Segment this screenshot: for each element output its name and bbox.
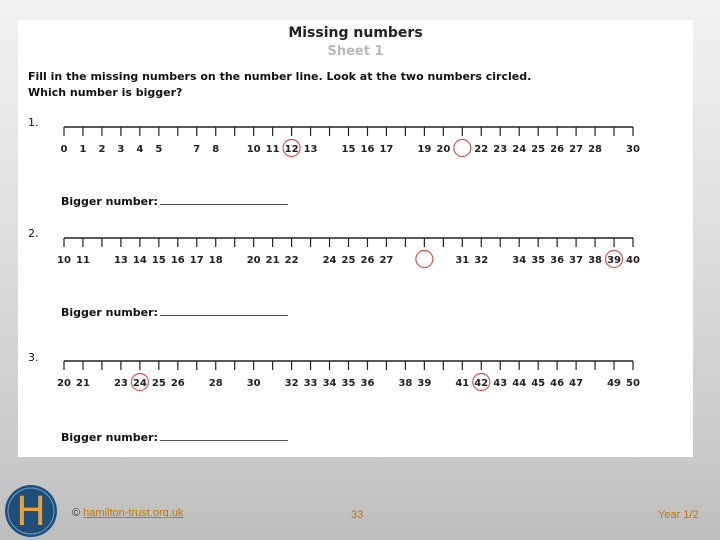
tick-label-17: 17: [189, 255, 204, 266]
tick-label-33: 33: [303, 378, 318, 389]
instruction-line-1: Fill in the missing numbers on the number line. Look at the two numbers circled.: [28, 70, 532, 83]
tick-label-20: 20: [246, 255, 261, 266]
tick-label-27: 27: [569, 144, 584, 155]
tick-label-22: 22: [474, 144, 489, 155]
worksheet-subtitle: Sheet 1: [327, 44, 384, 59]
tick-label-45: 45: [531, 378, 546, 389]
answer-line[interactable]: [160, 194, 288, 205]
circled-missing-number: [416, 251, 433, 268]
bigger-number-answer-1[interactable]: [61, 194, 288, 208]
worksheet: [18, 20, 693, 457]
tick-label-27: 27: [379, 255, 394, 266]
tick-label-16: 16: [170, 255, 185, 266]
tick-label-11: 11: [76, 255, 90, 266]
tick-label-41: 41: [455, 378, 470, 389]
tick-label-30: 30: [626, 144, 640, 155]
tick-label-32: 32: [284, 378, 299, 389]
tick-label-22: 22: [284, 255, 299, 266]
tick-label-42: 42: [474, 378, 489, 389]
tick-label-16: 16: [360, 144, 375, 155]
tick-label-26: 26: [550, 144, 565, 155]
tick-label-17: 17: [379, 144, 394, 155]
tick-label-25: 25: [531, 144, 546, 155]
tick-label-11: 11: [265, 144, 280, 155]
tick-label-31: 31: [455, 255, 470, 266]
bigger-number-answer-3[interactable]: [61, 430, 288, 444]
copyright: [72, 507, 183, 519]
tick-label-23: 23: [113, 378, 128, 389]
hamilton-trust-link[interactable]: hamilton-trust.org.uk: [83, 507, 184, 519]
tick-label-19: 19: [417, 144, 432, 155]
tick-label-13: 13: [303, 144, 318, 155]
hamilton-logo-icon: [4, 484, 58, 538]
tick-label-26: 26: [360, 255, 375, 266]
tick-label-4: 4: [136, 144, 144, 155]
tick-label-49: 49: [607, 378, 621, 389]
tick-label-24: 24: [512, 144, 527, 155]
bigger-number-answer-2[interactable]: [61, 305, 288, 319]
tick-label-10: 10: [57, 255, 71, 266]
bigger-number-label: Bigger number:: [61, 431, 158, 444]
tick-label-36: 36: [360, 378, 375, 389]
number-lines: [18, 20, 693, 457]
tick-label-40: 40: [626, 255, 640, 266]
tick-label-23: 23: [493, 144, 508, 155]
tick-label-7: 7: [193, 144, 201, 155]
tick-label-36: 36: [550, 255, 565, 266]
tick-label-35: 35: [531, 255, 546, 266]
tick-label-24: 24: [322, 255, 337, 266]
tick-label-10: 10: [246, 144, 261, 155]
answer-line[interactable]: [160, 430, 288, 441]
tick-label-3: 3: [117, 144, 125, 155]
year-label: Year 1/2: [658, 509, 699, 521]
tick-label-39: 39: [607, 255, 621, 266]
tick-label-20: 20: [57, 378, 71, 389]
tick-label-18: 18: [208, 255, 223, 266]
tick-label-15: 15: [341, 144, 356, 155]
tick-label-14: 14: [132, 255, 147, 266]
tick-label-2: 2: [98, 144, 106, 155]
tick-label-5: 5: [155, 144, 163, 155]
tick-label-44: 44: [512, 378, 527, 389]
tick-label-38: 38: [398, 378, 413, 389]
question-2-label: 2.: [28, 227, 39, 240]
number-line-2: [57, 238, 640, 268]
tick-label-26: 26: [170, 378, 185, 389]
instruction-line-2: Which number is bigger?: [28, 86, 183, 99]
tick-label-35: 35: [341, 378, 356, 389]
bigger-number-label: Bigger number:: [61, 195, 158, 208]
circled-missing-number: [454, 140, 471, 157]
tick-label-34: 34: [512, 255, 527, 266]
tick-label-50: 50: [626, 378, 640, 389]
answer-line[interactable]: [160, 305, 288, 316]
tick-label-32: 32: [474, 255, 489, 266]
tick-label-0: 0: [60, 144, 68, 155]
number-line-3: [57, 361, 640, 391]
tick-label-8: 8: [212, 144, 220, 155]
tick-label-15: 15: [151, 255, 166, 266]
tick-label-46: 46: [550, 378, 565, 389]
tick-label-12: 12: [284, 144, 299, 155]
number-line-1: [61, 127, 640, 157]
tick-label-25: 25: [341, 255, 356, 266]
tick-label-20: 20: [436, 144, 451, 155]
copyright-symbol: ©: [72, 507, 81, 519]
question-1-label: 1.: [28, 116, 39, 129]
bigger-number-label: Bigger number:: [61, 306, 158, 319]
tick-label-25: 25: [151, 378, 166, 389]
tick-label-21: 21: [76, 378, 90, 389]
tick-label-13: 13: [113, 255, 128, 266]
logo-letter: H: [15, 489, 47, 535]
tick-label-37: 37: [569, 255, 584, 266]
page-number: 33: [351, 509, 364, 521]
tick-label-24: 24: [132, 378, 147, 389]
tick-label-43: 43: [493, 378, 508, 389]
tick-label-28: 28: [588, 144, 603, 155]
tick-label-28: 28: [208, 378, 223, 389]
tick-label-39: 39: [417, 378, 432, 389]
tick-label-1: 1: [79, 144, 87, 155]
worksheet-title: Missing numbers: [288, 25, 423, 41]
tick-label-47: 47: [569, 378, 584, 389]
tick-label-38: 38: [588, 255, 603, 266]
question-3-label: 3.: [28, 351, 39, 364]
tick-label-30: 30: [246, 378, 261, 389]
tick-label-21: 21: [265, 255, 280, 266]
tick-label-34: 34: [322, 378, 337, 389]
